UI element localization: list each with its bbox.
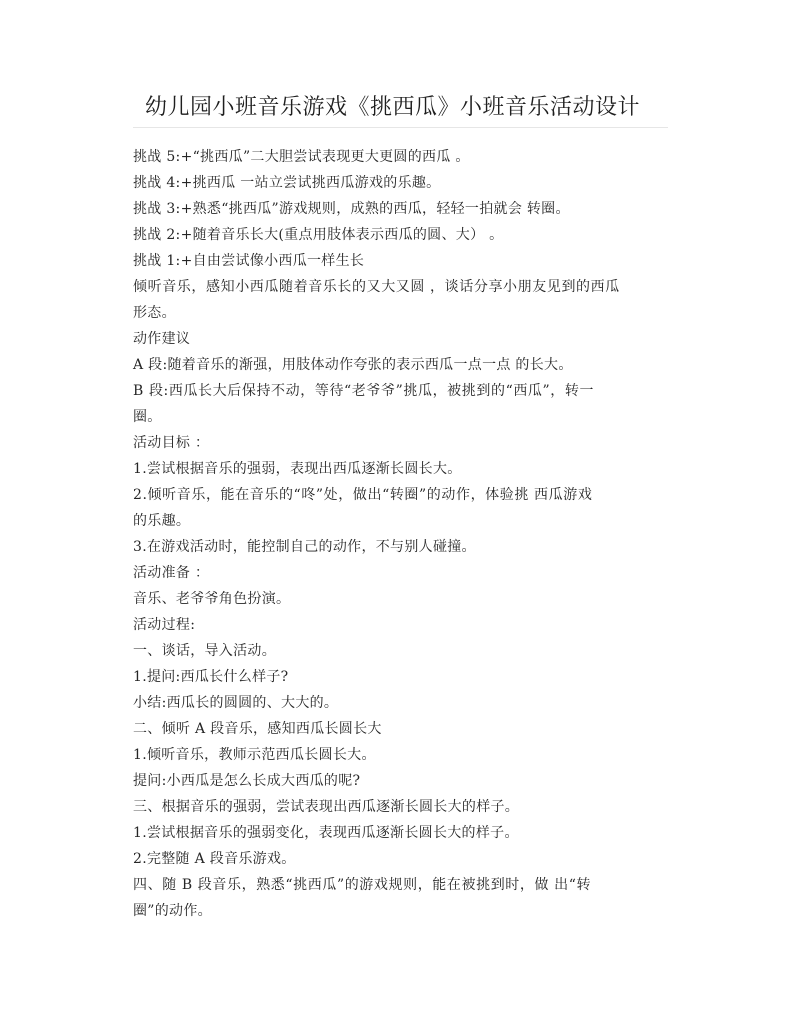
text-line: 一、谈话，导入活动。 <box>133 643 276 659</box>
text-line: 提问:小西瓜是怎么长成大西瓜的呢? <box>133 773 361 789</box>
text-line: 形态。 <box>133 305 176 321</box>
text-line: 1.提问:西瓜长什么样子? <box>133 669 289 685</box>
text-line: 1.尝试根据音乐的强弱，表现出西瓜逐渐长圆长大。 <box>133 461 462 477</box>
text-line: 1.倾听音乐，教师示范西瓜长圆长大。 <box>133 747 376 763</box>
section-heading: 动作建议 <box>133 331 191 347</box>
text-line: B 段:西瓜长大后保持不动，等待“老爷爷”挑瓜，被挑到的“西瓜”，转一 <box>133 383 595 399</box>
text-line: 挑战 3:+熟悉“挑西瓜”游戏规则，成熟的西瓜，轻轻一拍就会 转圈。 <box>133 201 570 217</box>
title-divider <box>133 127 668 128</box>
text-line: 挑战 5:+“挑西瓜”二大胆尝试表现更大更圆的西瓜 。 <box>133 149 470 165</box>
text-line: 的乐趣。 <box>133 513 191 529</box>
text-line: 挑战 4:+挑西瓜 一站立尝试挑西瓜游戏的乐趣。 <box>133 175 441 191</box>
text-line: A 段:随着音乐的渐强，用肢体动作夸张的表示西瓜一点一点 的长大。 <box>133 357 573 373</box>
text-line: 2.倾听音乐，能在音乐的“咚”处，做出“转圈”的动作，体验挑 西瓜游戏 <box>133 487 593 503</box>
text-line: 挑战 1:+自由尝试像小西瓜一样生长 <box>133 253 365 269</box>
section-heading: 活动过程: <box>133 617 196 633</box>
text-line: 小结:西瓜长的圆圆的、大大的。 <box>133 695 339 711</box>
text-line: 2.完整随 A 段音乐游戏。 <box>133 851 296 867</box>
document-body <box>133 144 673 924</box>
text-line: 四、随 B 段音乐，熟悉“挑西瓜”的游戏规则，能在被挑到时，做 出“转 <box>133 877 592 893</box>
text-line: 圈”的动作。 <box>133 903 212 919</box>
text-line: 倾听音乐，感知小西瓜随着音乐长的又大又圆 ，谈话分享小朋友见到的西瓜 <box>133 279 620 295</box>
text-line: 三、根据音乐的强弱，尝试表现出西瓜逐渐长圆长大的样子。 <box>133 799 520 815</box>
text-line: 挑战 2:+随着音乐长大(重点用肢体表示西瓜的圆、大） 。 <box>133 227 504 243</box>
section-heading: 活动准备 ： <box>133 565 210 581</box>
text-line: 3.在游戏活动时，能控制自己的动作，不与别人碰撞。 <box>133 539 476 555</box>
text-line: 圈。 <box>133 409 162 425</box>
document-title: 幼儿园小班音乐游戏《挑西瓜》小班音乐活动设计 <box>144 95 640 120</box>
text-line: 音乐、老爷爷角色扮演。 <box>133 591 291 607</box>
text-line: 1.尝试根据音乐的强弱变化，表现西瓜逐渐长圆长大的样子。 <box>133 825 519 841</box>
text-line: 二、倾听 A 段音乐，感知西瓜长圆长大 <box>133 721 382 737</box>
section-heading: 活动目标 ： <box>133 435 210 451</box>
